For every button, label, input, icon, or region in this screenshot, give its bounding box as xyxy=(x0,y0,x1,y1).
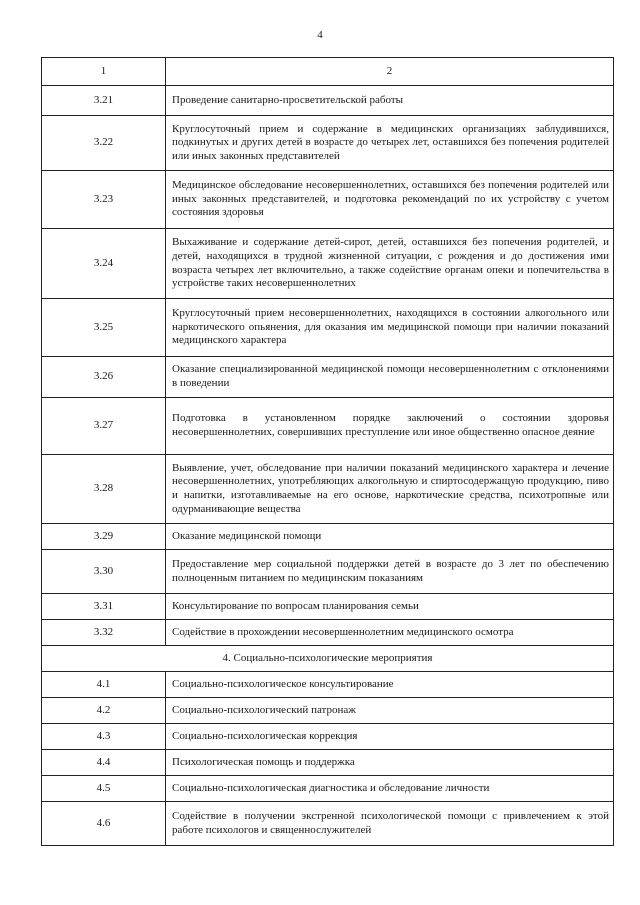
row-text: Социально-психологическая диагностика и обследование личности xyxy=(166,776,614,802)
row-number: 3.27 xyxy=(42,398,166,455)
row-number: 4.3 xyxy=(42,724,166,750)
row-number: 3.22 xyxy=(42,116,166,171)
row-text: Содействие в прохождении несовершеннолетним медицинского осмотра xyxy=(166,620,614,646)
table-row xyxy=(42,750,614,776)
row-number: 3.30 xyxy=(42,550,166,594)
table-header-row xyxy=(42,58,614,86)
row-text: Оказание специализированной медицинской помощи несовершеннолетним с отклонениями в поведении xyxy=(166,357,614,398)
row-number: 3.24 xyxy=(42,229,166,299)
row-text: Медицинское обследование несовершеннолетних, оставшихся без попечения родителей или иных законных представителей, и подготовка рекомендаций по их устройству с учетом состояния здоровья xyxy=(166,171,614,229)
table-row xyxy=(42,594,614,620)
table-row xyxy=(42,524,614,550)
row-number: 3.25 xyxy=(42,299,166,357)
table-row xyxy=(42,398,614,455)
table-row xyxy=(42,672,614,698)
row-number: 3.26 xyxy=(42,357,166,398)
row-text: Круглосуточный прием несовершеннолетних, находящихся в состоянии алкогольного или наркотического опьянения, для оказания им медицинской помощи при наличии показаний медицинского характера xyxy=(166,299,614,357)
table-row xyxy=(42,724,614,750)
row-text: Социально-психологическое консультирование xyxy=(166,672,614,698)
row-number: 3.29 xyxy=(42,524,166,550)
header-col-2: 2 xyxy=(166,58,614,86)
row-number: 4.1 xyxy=(42,672,166,698)
section-heading-row xyxy=(42,646,614,672)
row-text: Предоставление мер социальной поддержки детей в возрасте до 3 лет по обеспечению полноценным питанием по медицинским показаниям xyxy=(166,550,614,594)
row-number: 3.32 xyxy=(42,620,166,646)
page-number: 4 xyxy=(317,29,323,41)
row-text: Подготовка в установленном порядке заключений о состоянии здоровья несовершеннолетних, совершивших преступление или иное общественно опасное деяние xyxy=(166,398,614,455)
row-text: Оказание медицинской помощи xyxy=(166,524,614,550)
table-row xyxy=(42,357,614,398)
row-text: Выхаживание и содержание детей-сирот, детей, оставшихся без попечения родителей, и детей, находящихся в трудной жизненной ситуации, с рождения и до достижения ими возраста четырех лет включительно, а также содействие органам опеки и попечительства в устройстве таких несовершеннолетних xyxy=(166,229,614,299)
row-number: 4.5 xyxy=(42,776,166,802)
row-number: 4.6 xyxy=(42,802,166,846)
row-text: Психологическая помощь и поддержка xyxy=(166,750,614,776)
services-table xyxy=(41,57,614,846)
table-row xyxy=(42,171,614,229)
row-number: 3.28 xyxy=(42,455,166,524)
table-row xyxy=(42,620,614,646)
table-row xyxy=(42,86,614,116)
table-row xyxy=(42,550,614,594)
table-row xyxy=(42,455,614,524)
row-text: Социально-психологическая коррекция xyxy=(166,724,614,750)
row-number: 3.31 xyxy=(42,594,166,620)
section-title: 4. Социально-психологические мероприятия xyxy=(42,646,614,672)
row-text: Проведение санитарно-просветительской работы xyxy=(166,86,614,116)
row-number: 4.4 xyxy=(42,750,166,776)
row-text: Содействие в получении экстренной психологической помощи с привлечением к этой работе психологов и священнослужителей xyxy=(166,802,614,846)
table-row xyxy=(42,802,614,846)
row-text: Социально-психологический патронаж xyxy=(166,698,614,724)
table-row xyxy=(42,116,614,171)
row-number: 4.2 xyxy=(42,698,166,724)
table-row xyxy=(42,776,614,802)
table-row xyxy=(42,698,614,724)
header-col-1: 1 xyxy=(42,58,166,86)
row-text: Консультирование по вопросам планирования семьи xyxy=(166,594,614,620)
row-number: 3.23 xyxy=(42,171,166,229)
row-text: Выявление, учет, обследование при наличии показаний медицинского характера и лечение несовершеннолетних, употребляющих алкогольную и спиртосодержащую продукцию, пиво и напитки, изготавливаемые на его основе, наркотические средства, психотропные или одурманивающие вещества xyxy=(166,455,614,524)
row-text: Круглосуточный прием и содержание в медицинских организациях заблудившихся, подкинутых и других детей в возрасте до четырех лет, оставшихся без попечения родителей или иных законных представителей xyxy=(166,116,614,171)
table-row xyxy=(42,299,614,357)
row-number: 3.21 xyxy=(42,86,166,116)
table-row xyxy=(42,229,614,299)
